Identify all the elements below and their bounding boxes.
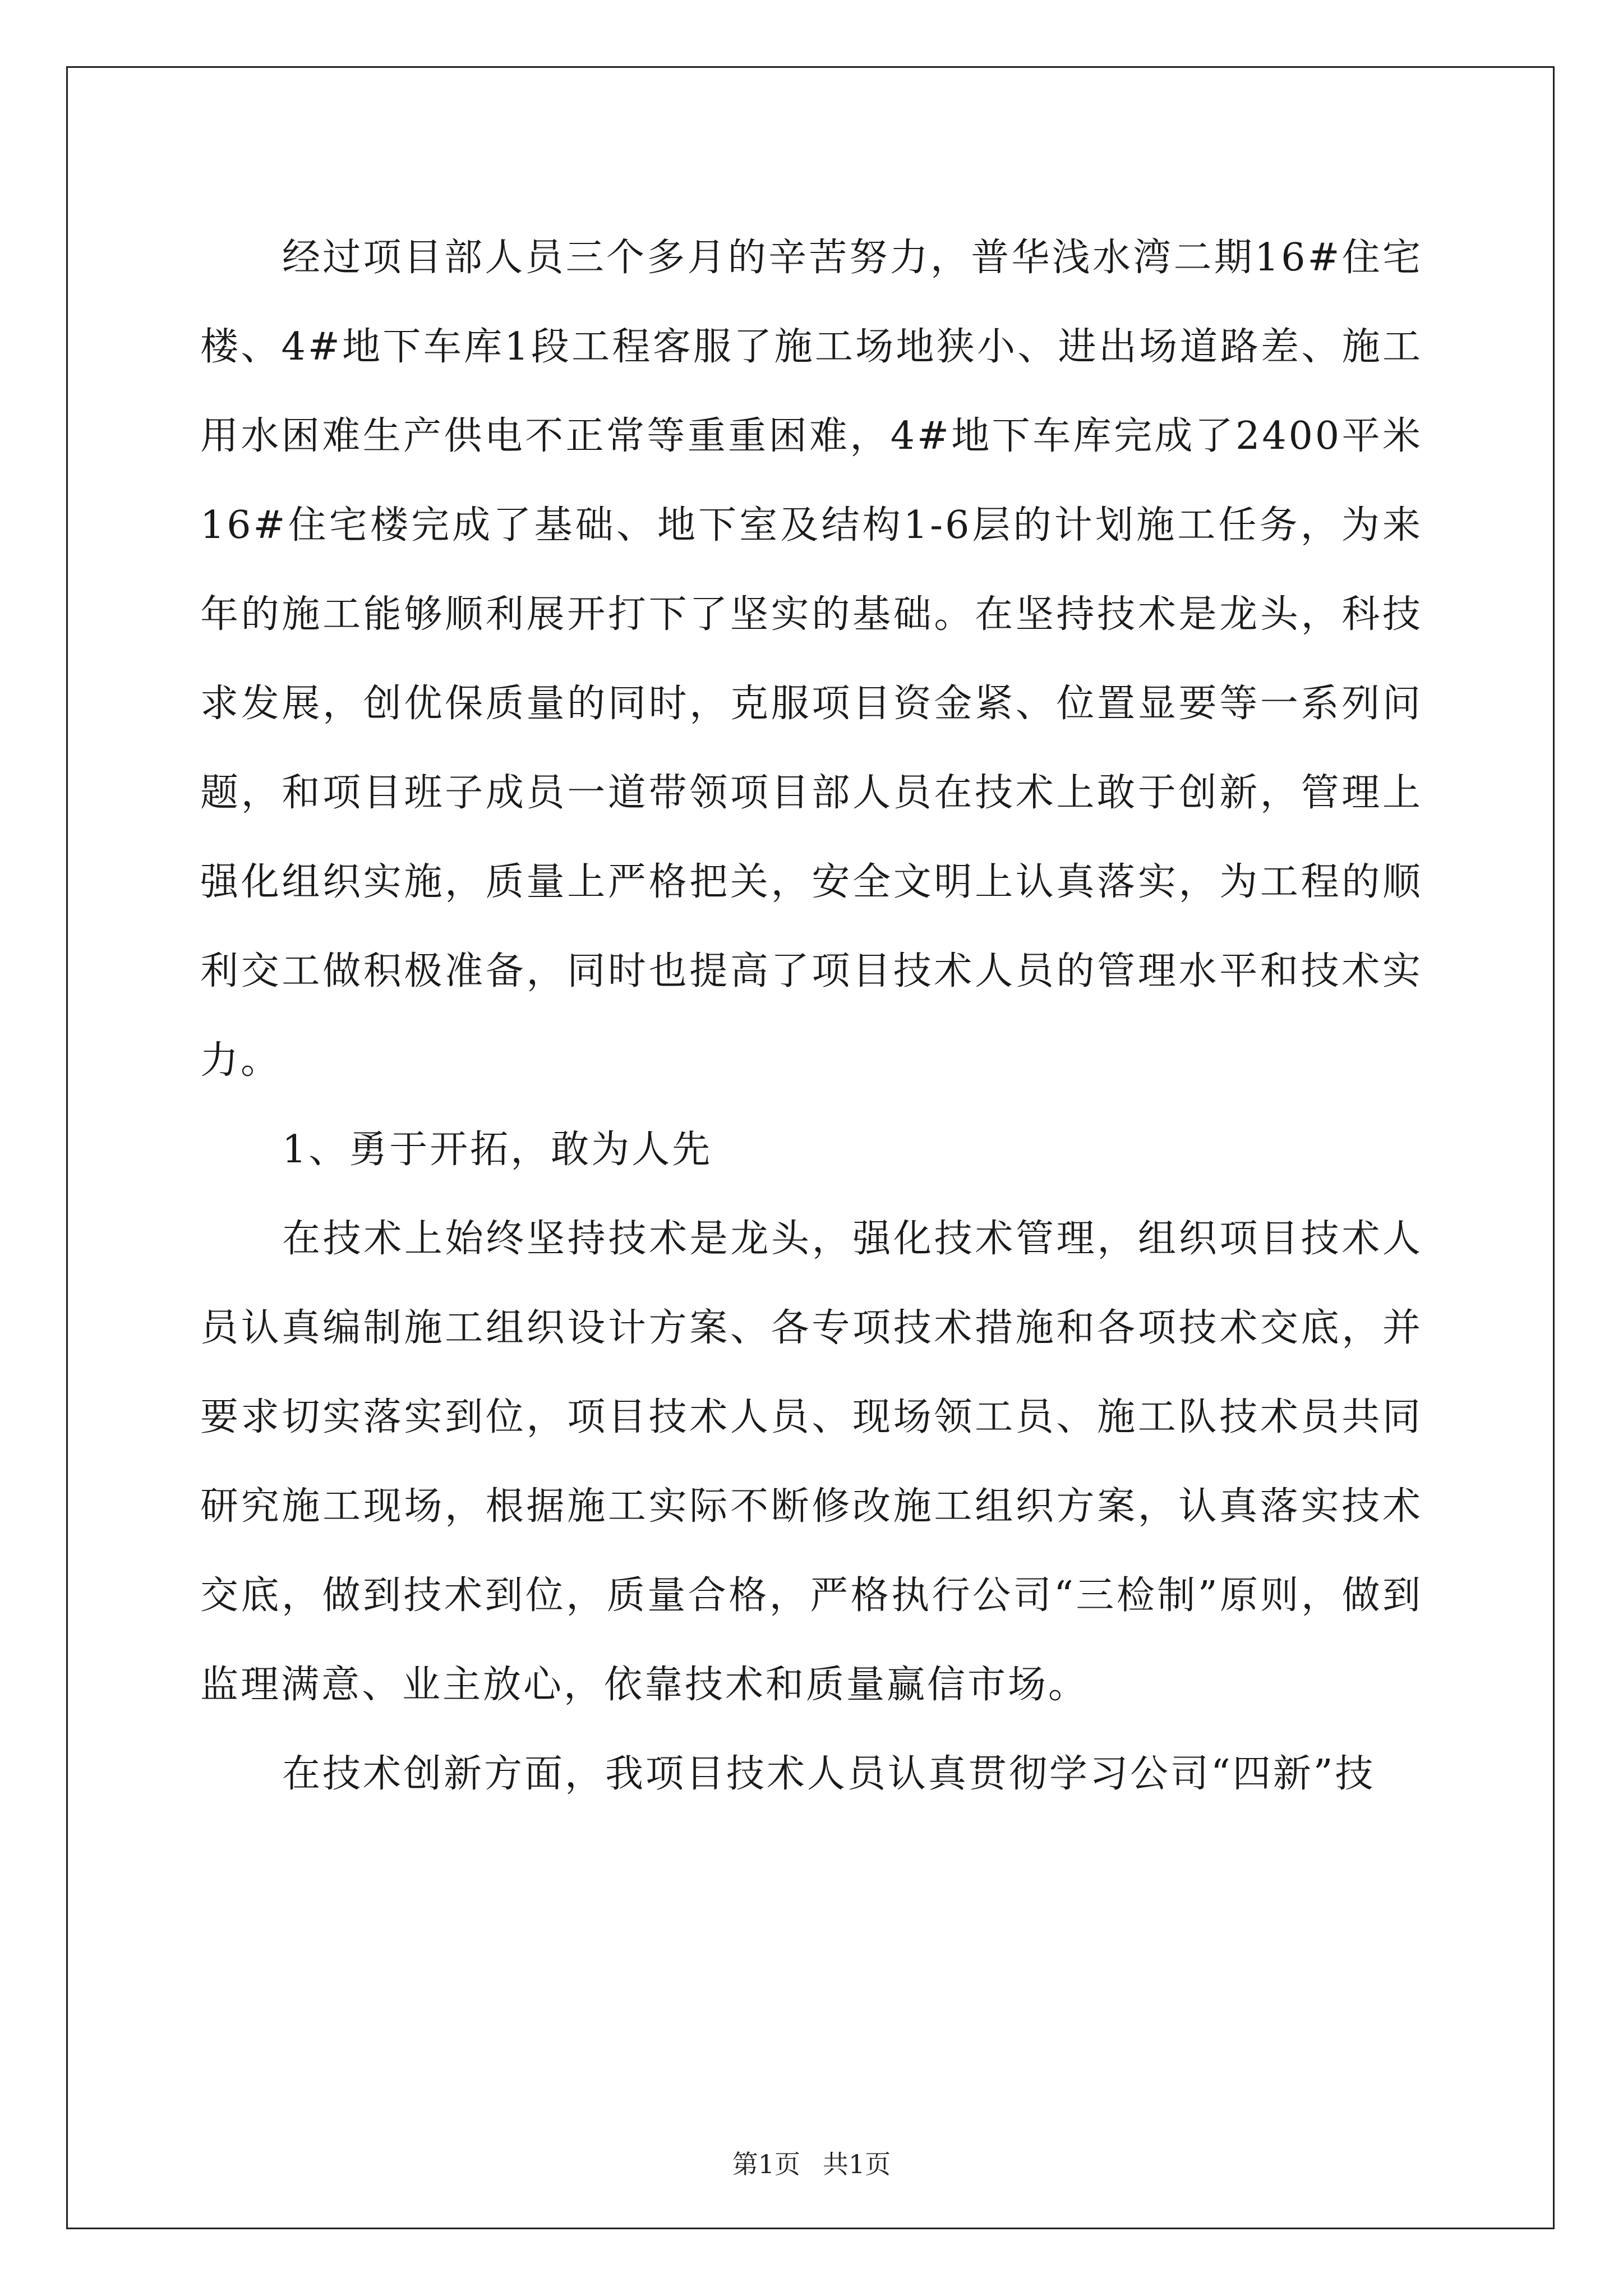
page-number: 第1页 [732,2149,800,2179]
document-body [200,213,1423,1819]
page-footer [0,2147,1623,2181]
section-heading: 1、勇于开拓，敢为人先 [282,1128,713,1172]
page-total: 共1页 [823,2149,891,2179]
paragraph-technical-innovation: 在技术创新方面，我项目技术人员认真贯彻学习公司“四新”技 [282,1752,1376,1796]
paragraph-technical-management: 在技术上始终坚持技术是龙头，强化技术管理，组织项目技术人员认真编制施工组织设计方案、各专项技术措施和各项技术交底，并要求切实落实到位，项目技术人员、现场领工员、施工队技术员共同研究施工现场，根据施工实际不断修改施工组织方案，认真落实技术交底，做到技术到位，质量合格，严格执行公司“三检制”原则，做到监理满意、业主放心，依靠技术和质量赢信市场。 [200,1217,1423,1707]
paragraph-summary: 经过项目部人员三个多月的辛苦努力，普华浅水湾二期16#住宅楼、4#地下车库1段工程客服了施工场地狭小、进出场道路差、施工用水困难生产供电不正常等重重困难，4#地下车库完成了2400平米16#住宅楼完成了基础、地下室及结构1-6层的计划施工任务，为来年的施工能够顺利展开打下了坚实的基础。在坚持技术是龙头，科技求发展，创优保质量的同时，克服项目资金紧、位置显要等一系列问题，和项目班子成员一道带领项目部人员在技术上敢于创新，管理上强化组织实施，质量上严格把关，安全文明上认真落实，为工程的顺利交工做积极准备，同时也提高了项目技术人员的管理水平和技术实力。 [200,236,1423,1083]
